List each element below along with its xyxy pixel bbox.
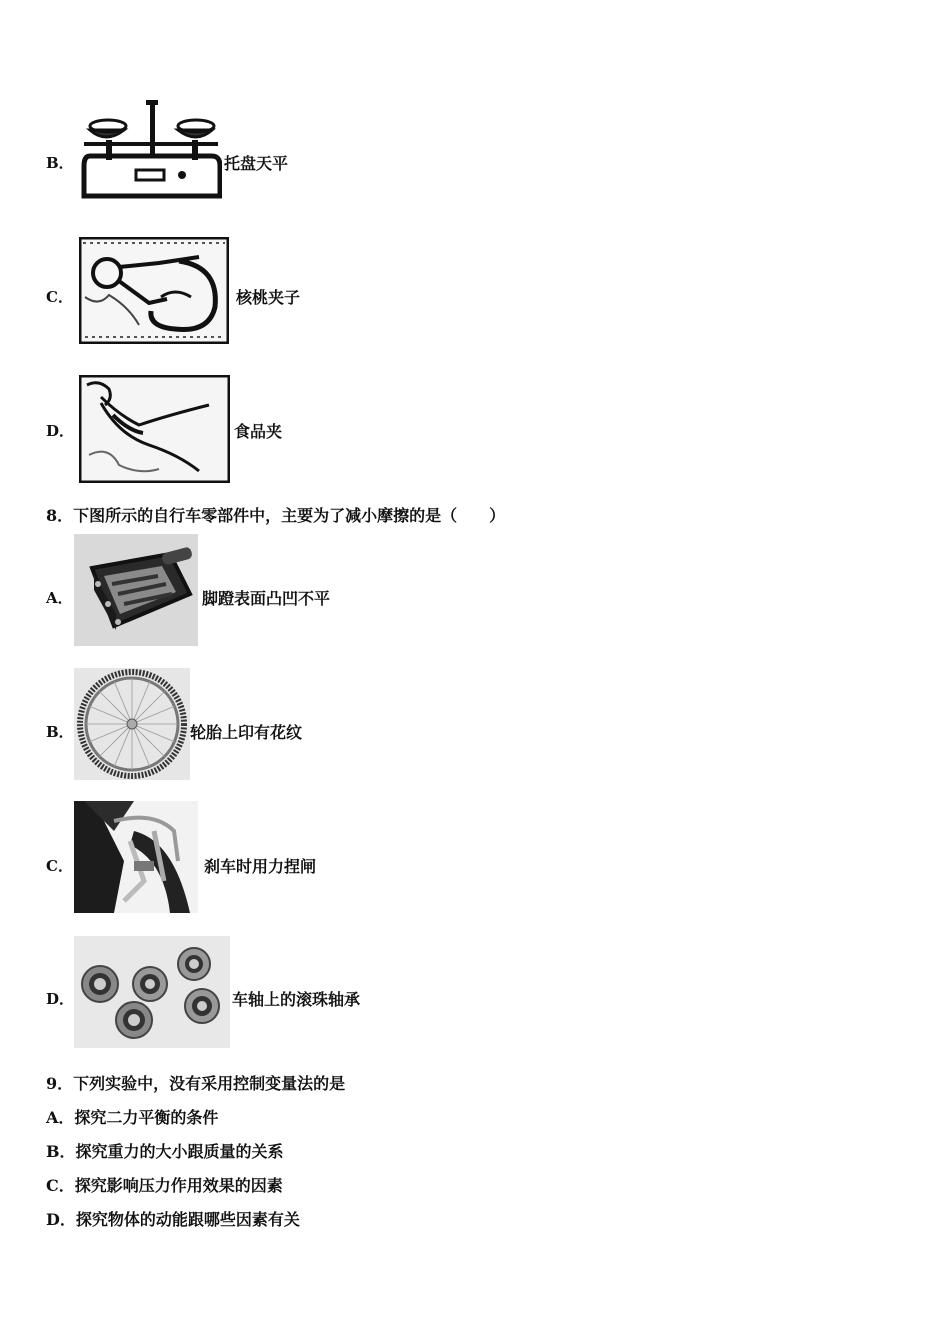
question-8-stem: 8．下图所示的自行车零部件中，主要为了减小摩擦的是（ ） xyxy=(46,506,506,525)
option-letter: D． xyxy=(46,990,75,1008)
option-text: 脚蹬表面凸凹不平 xyxy=(202,589,331,608)
q9-option-a: A．探究二力平衡的条件 xyxy=(46,1108,219,1127)
food-tongs-image xyxy=(79,375,230,483)
option-letter: C． xyxy=(46,288,73,306)
option-letter: B． xyxy=(46,723,74,741)
balance-scale-image xyxy=(80,100,222,206)
option-text: 车轴上的滚珠轴承 xyxy=(232,990,361,1009)
bike-wheel-image xyxy=(74,668,190,780)
option-text: 托盘天平 xyxy=(224,154,289,173)
option-letter: B． xyxy=(46,154,74,172)
question-9-stem: 9．下列实验中，没有采用控制变量法的是 xyxy=(46,1074,346,1093)
option-text: 核桃夹子 xyxy=(236,288,301,307)
bike-brake-image xyxy=(74,801,198,913)
ball-bearings-image xyxy=(74,936,230,1048)
bike-pedal-image xyxy=(74,534,198,646)
q9-option-c: C．探究影响压力作用效果的因素 xyxy=(46,1176,283,1195)
nutcracker-image xyxy=(79,237,229,344)
option-letter: A． xyxy=(46,589,73,607)
option-text: 食品夹 xyxy=(234,422,283,441)
option-letter: C． xyxy=(46,857,73,875)
q9-option-d: D．探究物体的动能跟哪些因素有关 xyxy=(46,1210,300,1229)
option-letter: D． xyxy=(46,422,75,440)
option-text: 刹车时用力捏闸 xyxy=(204,857,317,876)
q9-option-b: B．探究重力的大小跟质量的关系 xyxy=(46,1142,284,1161)
option-text: 轮胎上印有花纹 xyxy=(190,723,303,742)
